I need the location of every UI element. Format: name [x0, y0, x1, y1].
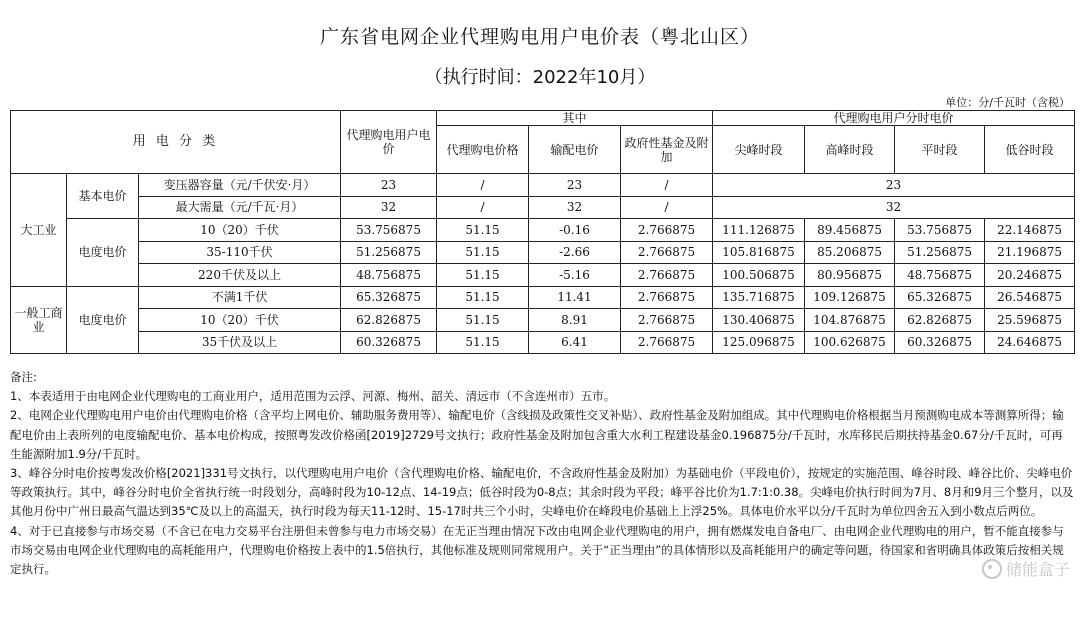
header-tou-group: 代理购电用户分时电价 [713, 111, 1075, 126]
cell-purchase: / [437, 174, 529, 197]
cell-fund: / [621, 174, 713, 197]
cell-transmission: -5.16 [529, 264, 621, 287]
cell-purchase: 51.15 [437, 264, 529, 287]
header-category: 用 电 分 类 [11, 111, 341, 174]
cell-valley: 26.546875 [985, 286, 1075, 309]
table-row [11, 219, 1075, 242]
row-label: 变压器容量（元/千伏安·月） [139, 174, 341, 197]
note-item: 3、峰谷分时电价按粤发改价格[2021]331号文执行，以代理购电用户电价（含代理购电价格、输配电价，不含政府性基金及附加）为基础电价（平段电价），按规定的实施范围、峰谷时段、峰谷比价、尖峰电价等政策执行。其中，峰谷分时电价全省执行统一时段划分，高峰时段为10-12点、14-19点；低谷时段为0-8点；其余时段为平段；峰平谷比价为1.7:1:0.38。尖峰电价执行时间为7月、8月和9月三个整月，以及其他月份中广州日最高气温达到35℃及以上的高温天，执行时段为每天11-12时、15-17时共三个小时，尖峰电价在峰段电价基础上上浮25%。具体电价水平以分/千瓦时为单位四舍五入到小数点后两位。 [10, 466, 1074, 519]
group-general: 一般工商业 [11, 286, 67, 354]
cell-transmission: -0.16 [529, 219, 621, 242]
group-large-industry: 大工业 [11, 174, 67, 287]
cell-transmission: 6.41 [529, 331, 621, 354]
cell-peak: 80.956875 [805, 264, 895, 287]
cell-price: 60.326875 [341, 331, 437, 354]
cell-tou-merged: 32 [713, 196, 1075, 219]
cell-peak: 100.626875 [805, 331, 895, 354]
cell-transmission: 32 [529, 196, 621, 219]
cell-purchase: / [437, 196, 529, 219]
cell-price: 62.826875 [341, 309, 437, 332]
cell-tou-merged: 23 [713, 174, 1075, 197]
cell-price: 23 [341, 174, 437, 197]
table-row [11, 331, 1075, 354]
cell-sharp: 130.406875 [713, 309, 805, 332]
cell-fund: 2.766875 [621, 331, 713, 354]
cell-fund: / [621, 196, 713, 219]
note-item: 1、本表适用于由电网企业代理购电的工商业用户，适用范围为云浮、河源、梅州、韶关、清远市（不含连州市）五市。 [10, 389, 616, 404]
cell-peak: 89.456875 [805, 219, 895, 242]
table-row [11, 174, 1075, 197]
header-valley: 低谷时段 [985, 126, 1075, 174]
row-label: 220千伏及以上 [139, 264, 341, 287]
cell-peak: 109.126875 [805, 286, 895, 309]
header-flat: 平时段 [895, 126, 985, 174]
notes-section [10, 368, 1074, 579]
cell-price: 32 [341, 196, 437, 219]
table-row [11, 264, 1075, 287]
cell-fund: 2.766875 [621, 286, 713, 309]
cell-price: 48.756875 [341, 264, 437, 287]
header-peak-sharp: 尖峰时段 [713, 126, 805, 174]
cell-valley: 21.196875 [985, 241, 1075, 264]
note-item: 2、电网企业代理购电用户电价由代理购电价格（含平均上网电价、辅助服务费用等）、输配电价（含线损及政策性交叉补贴）、政府性基金及附加组成。其中代理购电价格根据当月预测购电成本等测算所得；输配电价由上表所列的电度输配电价、基本电价构成，按照粤发改价格函[2019]2729号文执行；政府性基金及附加包含重大水利工程建设基金0.196875分/千瓦时，水库移民后期扶持基金0.67分/千瓦时，可再生能源附加1.9分/千瓦时。 [10, 408, 1064, 461]
cell-transmission: 8.91 [529, 309, 621, 332]
cell-sharp: 125.096875 [713, 331, 805, 354]
cell-purchase: 51.15 [437, 241, 529, 264]
group-energy-price: 电度电价 [67, 219, 139, 287]
cell-purchase: 51.15 [437, 331, 529, 354]
cell-sharp: 135.716875 [713, 286, 805, 309]
cell-valley: 25.596875 [985, 309, 1075, 332]
cell-flat: 48.756875 [895, 264, 985, 287]
cell-transmission: 23 [529, 174, 621, 197]
cell-price: 53.756875 [341, 219, 437, 242]
cell-flat: 62.826875 [895, 309, 985, 332]
cell-peak: 104.876875 [805, 309, 895, 332]
row-label: 35千伏及以上 [139, 331, 341, 354]
cell-transmission: 11.41 [529, 286, 621, 309]
page-subtitle: （执行时间：2022年10月） [424, 67, 656, 88]
wechat-logo-icon [982, 559, 1002, 579]
watermark-text: 储能盒子 [1005, 560, 1070, 579]
cell-flat: 60.326875 [895, 331, 985, 354]
row-label: 10（20）千伏 [139, 219, 341, 242]
price-table [10, 110, 1075, 354]
note-item: 4、对于已直接参与市场交易（不含已在电力交易平台注册但未曾参与电力市场交易）在无正当理由情况下改由电网企业代理购电的用户，拥有燃煤发电自备电厂、由电网企业代理购电的用户，暂不能直接参与市场交易由电网企业代理购电的高耗能用户，代理购电价格按上表中的1.5倍执行，其他标准及规则同常规用户。关于“正当理由”的具体情形以及高耗能用户的确定等问题，待国家和省明确具体政策后按相关规定执行。 [10, 523, 1064, 577]
header-agent-price: 代理购电用户电价 [341, 111, 437, 174]
cell-price: 51.256875 [341, 241, 437, 264]
group-basic-price: 基本电价 [67, 174, 139, 219]
row-label: 35-110千伏 [139, 241, 341, 264]
cell-valley: 24.646875 [985, 331, 1075, 354]
header-purchase-price: 代理购电价格 [437, 126, 529, 174]
cell-flat: 53.756875 [895, 219, 985, 242]
table-row [11, 196, 1075, 219]
table-row [11, 241, 1075, 264]
cell-fund: 2.766875 [621, 309, 713, 332]
row-label: 不满1千伏 [139, 286, 341, 309]
notes-heading: 备注: [10, 370, 37, 384]
cell-purchase: 51.15 [437, 286, 529, 309]
cell-fund: 2.766875 [621, 264, 713, 287]
cell-price: 65.326875 [341, 286, 437, 309]
table-row [11, 309, 1075, 332]
page-title: 广东省电网企业代理购电用户电价表（粤北山区） [319, 26, 760, 48]
header-of-which: 其中 [437, 111, 713, 126]
cell-fund: 2.766875 [621, 241, 713, 264]
cell-flat: 51.256875 [895, 241, 985, 264]
cell-sharp: 111.126875 [713, 219, 805, 242]
cell-sharp: 100.506875 [713, 264, 805, 287]
cell-flat: 65.326875 [895, 286, 985, 309]
row-label: 最大需量（元/千瓦·月） [139, 196, 341, 219]
cell-transmission: -2.66 [529, 241, 621, 264]
table-row [11, 286, 1075, 309]
header-peak: 高峰时段 [805, 126, 895, 174]
cell-fund: 2.766875 [621, 219, 713, 242]
watermark [982, 557, 1070, 580]
cell-valley: 22.146875 [985, 219, 1075, 242]
cell-valley: 20.246875 [985, 264, 1075, 287]
cell-purchase: 51.15 [437, 219, 529, 242]
cell-peak: 85.206875 [805, 241, 895, 264]
unit-label: 单位：分/千瓦时（含税） [945, 96, 1070, 109]
header-gov-fund: 政府性基金及附加 [621, 126, 713, 174]
group-energy-price: 电度电价 [67, 286, 139, 354]
cell-sharp: 105.816875 [713, 241, 805, 264]
row-label: 10（20）千伏 [139, 309, 341, 332]
header-transmission-price: 输配电价 [529, 126, 621, 174]
cell-purchase: 51.15 [437, 309, 529, 332]
